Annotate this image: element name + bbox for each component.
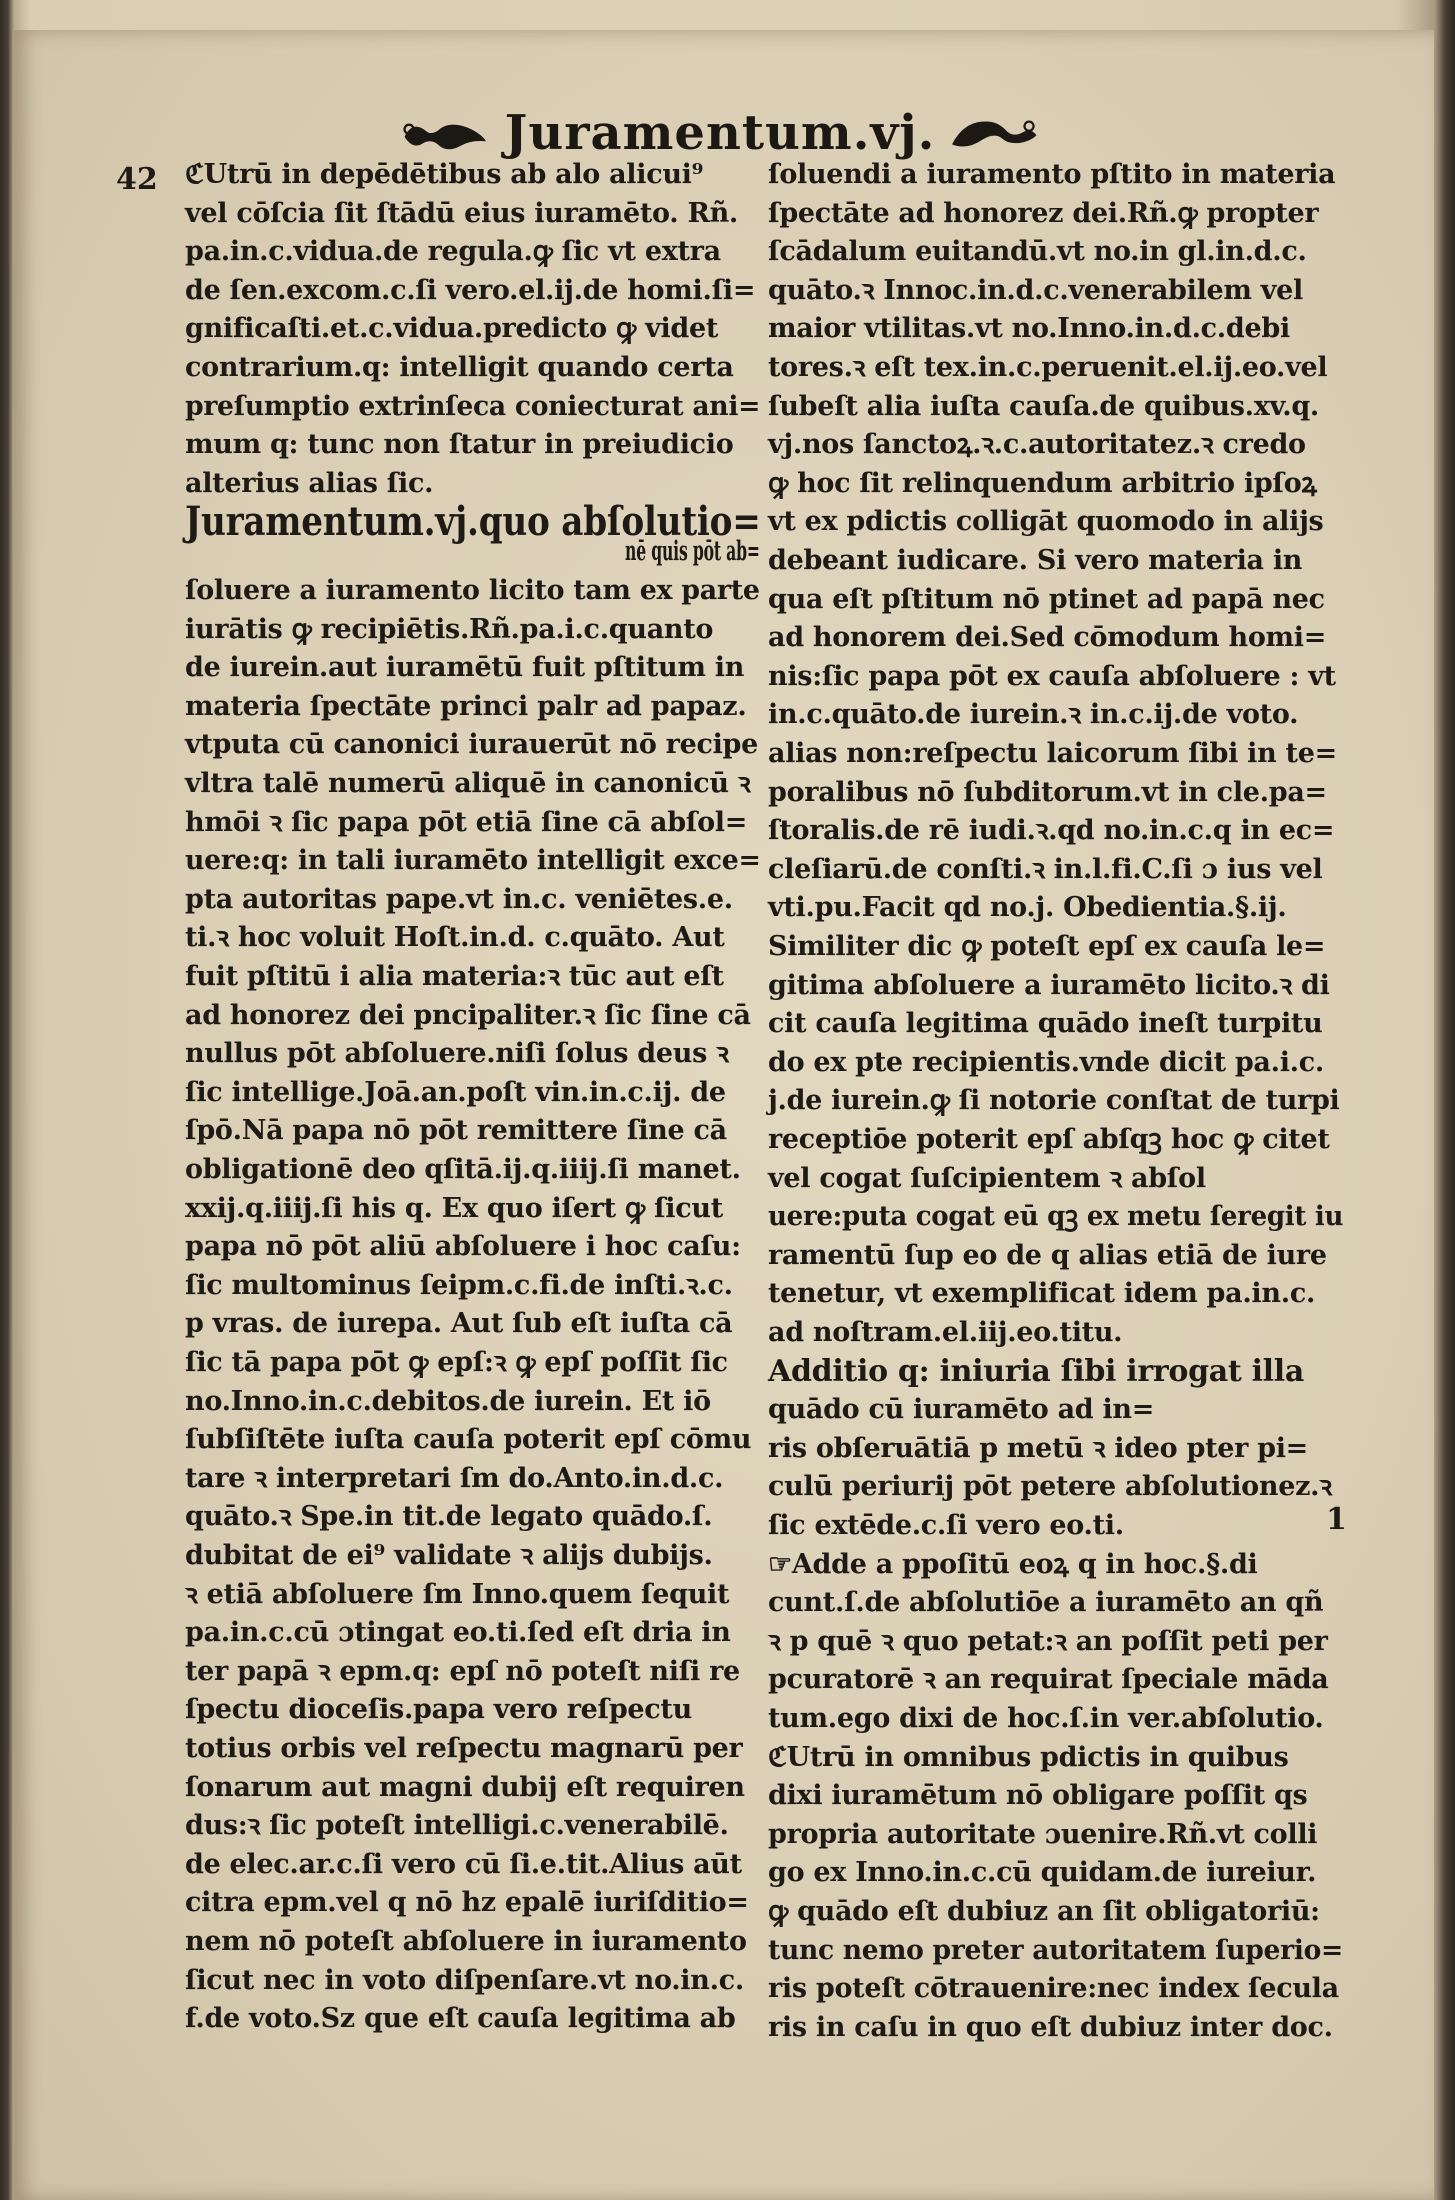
right-column-line: ſubeſt alia iuſta cauſa.de quibus.xv.q. — [768, 390, 1320, 422]
right-column-line: ris in caſu in quo eſt dubiuz inter doc. — [768, 2011, 1333, 2043]
right-column-line: vj.nos ſanctoꝝ.ꝛ.c.autoritatez.ꝛ credo — [768, 429, 1306, 461]
right-column-line: go ex Inno.in.c.cū quidam.de iureiur. — [768, 1857, 1317, 1889]
left-fleuron-ornament — [400, 108, 491, 158]
left-column-line: tare ꝛ interpretari ſm do.Anto.in.d.c. — [185, 1462, 724, 1494]
left-column-line: gnificaſti.et.c.vidua.predicto ꝙ videt — [185, 313, 719, 345]
left-column-line: f.de voto.Sz que eſt cauſa legitima ab — [185, 2003, 736, 2035]
left-column-line: ſubſiſtēte iuſta cauſa poterit epſ cōmu — [185, 1424, 752, 1456]
right-column-line: ris obſeruātiā p metū ꝛ ideo pter pi= — [768, 1432, 1308, 1464]
right-column-line: tunc nemo preter autoritatem ſuperio= — [768, 1934, 1343, 1966]
right-column-line: ramentū ſup eo de q alias etiā de iure — [768, 1239, 1327, 1271]
right-column-line: quāto.ꝛ Innoc.in.d.c.venerabilem vel — [768, 274, 1304, 306]
left-column-line: xxij.q.iiij.ſi his q. Ex quo iſert ꝙ ſicut — [185, 1192, 723, 1224]
margin-number-left: 42 — [116, 162, 158, 197]
left-column-line: ſpectu dioceſis.papa vero reſpectu — [185, 1694, 692, 1726]
right-column-line: tores.ꝛ eſt tex.in.c.peruenit.el.ij.eo.vel — [768, 352, 1328, 383]
margin-number-right: 1 — [1326, 1502, 1347, 1537]
left-column-line: iurātis ꝙ recipiētis.Rñ.pa.i.c.quanto — [185, 613, 714, 645]
left-column-line: nē quis pōt ab= — [625, 536, 760, 568]
left-text-column — [185, 156, 775, 2106]
left-column-line: preſumptio extrinſeca coniecturat ani= — [185, 390, 761, 422]
right-column-line: tum.ego dixi de hoc.ſ.in ver.abſolutio. — [768, 1703, 1324, 1734]
right-column-line: ad noſtram.el.iij.eo.titu. — [768, 1317, 1123, 1348]
left-column-line: vel cōſcia ſit ſtādū eius iuramēto. Rñ. — [185, 197, 739, 229]
right-column-line: cunt.ſ.de abſolutiōe a iuramēto an qñ — [768, 1587, 1324, 1619]
left-column-line: ꝛ etiā abſoluere ſm Inno.quem ſequit — [185, 1578, 730, 1610]
left-column-line: obligationē deo qſitā.ij.q.iiij.ſi manet. — [185, 1154, 741, 1185]
left-column-line: ter papā ꝛ epm.q: epſ nō poteſt niſi re — [185, 1655, 740, 1687]
right-column-line: tenetur, vt exemplificat idem pa.in.c. — [768, 1278, 1316, 1310]
left-column-line: alterius alias ſic. — [185, 467, 434, 499]
right-column-line: maior vtilitas.vt no.Inno.in.d.c.debi — [768, 313, 1290, 345]
left-column-line: mum q: tunc non ſtatur in preiudicio — [185, 429, 734, 461]
right-fleuron-ornament — [949, 108, 1040, 158]
right-column-line: ad honorem dei.Sed cōmodum homi= — [768, 622, 1327, 654]
left-column-line: ſic multominus ſeipm.c.fi.de inſti.ꝛ.c. — [185, 1269, 733, 1301]
right-column-line: dixi iuramētum nō obligare poſſit qs — [768, 1780, 1308, 1812]
right-column-line: cleſiarū.de conſti.ꝛ in.l.fi.C.ſi ɔ ius vel — [768, 853, 1323, 885]
right-column-line: in.c.quāto.de iurein.ꝛ in.c.ij.de voto. — [768, 699, 1299, 731]
left-column-line: nem nō poteſt abſoluere in iuramento — [185, 1926, 747, 1957]
left-column-line: ſpō.Nā papa nō pōt remittere ſine cā — [185, 1115, 727, 1147]
left-column-line: ſic intellige.Joā.an.poſt vin.in.c.ij. de — [185, 1076, 726, 1108]
right-column-line: pcuratorē ꝛ an requirat ſpeciale māda — [768, 1664, 1329, 1696]
header-title: Juramentum.vj. — [504, 105, 936, 161]
left-column-line: p vras. de iurepa. Aut ſub eſt iuſta cā — [185, 1308, 733, 1340]
left-column-line: vltra talē numerū aliquē in canonicū ꝛ — [185, 768, 751, 799]
left-column-line: ſicut nec in voto diſpenſare.vt no.in.c. — [185, 1964, 744, 1996]
left-column-line: dubitat de ei⁹ validate ꝛ alijs dubijs. — [185, 1540, 713, 1571]
right-column-line: ris poteſt cōtrauenire:nec index ſecula — [768, 1973, 1339, 2005]
right-column-line: ſpectāte ad honorez dei.Rñ.ꝙ propter — [768, 197, 1319, 229]
left-column-line: ℭUtrū in depēdētibus ab alo alicui⁹ — [185, 159, 704, 190]
right-column-line: ☞Adde a ppoſitū eoꝝ q in hoc.§.di — [768, 1548, 1258, 1580]
left-column-line: hmōi ꝛ ſic papa pōt etiā ſine cā abſol= — [185, 806, 748, 838]
right-column-line: alias non:reſpectu laicorum ſibi in te= — [768, 738, 1337, 769]
left-column-line: ti.ꝛ hoc voluit Hoſt.in.d. c.quāto. Aut — [185, 922, 725, 954]
right-column-line: quādo cū iuramēto ad in= — [768, 1394, 1155, 1426]
right-column-line: vti.pu.Facit qd no.j. Obedientia.§.ij. — [768, 892, 1287, 924]
right-column-line: poralibus nō ſubditorum.vt in cle.pa= — [768, 776, 1327, 808]
left-column-line: ſoluere a iuramento licito tam ex parte — [185, 575, 760, 606]
right-text-column — [768, 156, 1358, 2106]
left-column-line: fuit pſtitū i alia materia:ꝛ tūc aut eſt — [185, 961, 724, 992]
left-column-line: ad honorez dei pncipaliter.ꝛ ſic ſine cā — [185, 999, 751, 1031]
right-column-line: ſcādalum euitandū.vt no.in gl.in.d.c. — [768, 236, 1307, 268]
left-column-line: materia ſpectāte princi palr ad papaz. — [185, 690, 747, 722]
right-column-line: ſic extēde.c.ſi vero eo.ti. — [768, 1510, 1124, 1541]
right-column-line: nis:ſic papa pōt ex cauſa abſoluere : vt — [768, 660, 1336, 692]
left-column-line: no.Inno.in.c.debitos.de iurein. Et iō — [185, 1385, 711, 1417]
left-column-line: pa.in.c.vidua.de regula.ꝙ ſic vt extra — [185, 236, 721, 268]
left-column-line: papa nō pōt aliū abſoluere i hoc caſu: — [185, 1231, 741, 1263]
left-column-line: Juramentum.vj.quo abſolutio= — [185, 498, 761, 546]
left-column-line: quāto.ꝛ Spe.in tit.de legato quādo.ſ. — [185, 1501, 713, 1533]
left-column-line: nullus pōt abſoluere.niſi ſolus deus ꝛ — [185, 1038, 729, 1070]
left-column-line: uere:q: in tali iuramēto intelligit exce= — [185, 845, 761, 877]
left-column-line: de elec.ar.c.ſi vero cū ſi.e.tit.Alius aūt — [185, 1848, 742, 1880]
left-column-line: contrarium.q: intelligit quando certa — [185, 352, 734, 383]
right-column-line: do ex pte recipientis.vnde dicit pa.i.c. — [768, 1046, 1325, 1078]
right-column-line: culū periurij pōt petere abſolutionez.ꝛ — [768, 1471, 1332, 1503]
left-column-line: dus:ꝛ ſic poteſt intelligi.c.venerabilē. — [185, 1810, 729, 1842]
left-column-line: de ſen.excom.c.ſi vero.el.ij.de homi.ſi= — [185, 274, 756, 306]
left-column-line: ſic tā papa pōt ꝙ epſ:ꝛ ꝙ epſ poſſit ſic — [185, 1347, 728, 1378]
right-column-line: ꝛ p quē ꝛ quo petat:ꝛ an poſſit peti per — [768, 1625, 1328, 1657]
right-column-line: ℭUtrū in omnibus pdictis in quibus — [768, 1741, 1289, 1773]
left-column-line: totius orbis vel reſpectu magnarū per — [185, 1733, 743, 1764]
right-column-line: ſoluendi a iuramento pſtito in materia — [768, 159, 1336, 190]
right-column-line: ꝙ quādo eſt dubiuz an ſit obligatoriū: — [768, 1896, 1320, 1927]
right-column-line: vt ex pdictis colligāt quomodo in alijs — [768, 506, 1324, 538]
left-column-line: pa.in.c.cū ɔtingat eo.ti.ſed eſt dria in — [185, 1617, 731, 1649]
right-column-line: Similiter dic ꝙ poteſt epſ ex cauſa le= — [768, 931, 1326, 962]
right-column-line: vel cogat ſuſcipientem ꝛ abſol — [768, 1162, 1206, 1194]
left-column-line: pta autoritas pape.vt in.c. veniētes.e. — [185, 883, 733, 915]
right-column-line: ſtoralis.de rē iudi.ꝛ.qd no.in.c.q in ec= — [768, 815, 1335, 847]
left-column-line: vtputa cū canonici iurauerūt nō recipe — [185, 729, 759, 761]
right-column-line: uere:puta cogat eū qꝫ ex metu ſeregit iu — [768, 1201, 1344, 1233]
right-column-line: Additio q: iniuria ſibi irrogat illa — [768, 1353, 1305, 1389]
right-column-line: receptiōe poterit epſ abſqꝫ hoc ꝙ citet — [768, 1124, 1330, 1155]
left-column-line: de iurein.aut iuramētū fuit pſtitum in — [185, 652, 745, 684]
right-column-line: qua eſt pſtitum nō ptinet ad papā nec — [768, 583, 1325, 615]
right-column-line: ꝙ hoc ſit relinquendum arbitrio ipſoꝝ — [768, 467, 1317, 499]
right-column-line: propria autoritate ɔuenire.Rñ.vt colli — [768, 1818, 1318, 1850]
right-column-line: cit cauſa legitima quādo ineſt turpitu — [768, 1008, 1323, 1040]
right-column-line: debeant iudicare. Si vero materia in — [768, 545, 1303, 576]
left-column-line: citra epm.vel q nō hz epalē iuriſditio= — [185, 1887, 749, 1919]
left-column-line: ſonarum aut magni dubij eſt requiren — [185, 1771, 745, 1803]
right-column-line: j.de iurein.ꝙ ſi notorie conſtat de turpi — [768, 1085, 1340, 1117]
right-column-line: gitima abſoluere a iuramēto licito.ꝛ di — [768, 969, 1330, 1001]
